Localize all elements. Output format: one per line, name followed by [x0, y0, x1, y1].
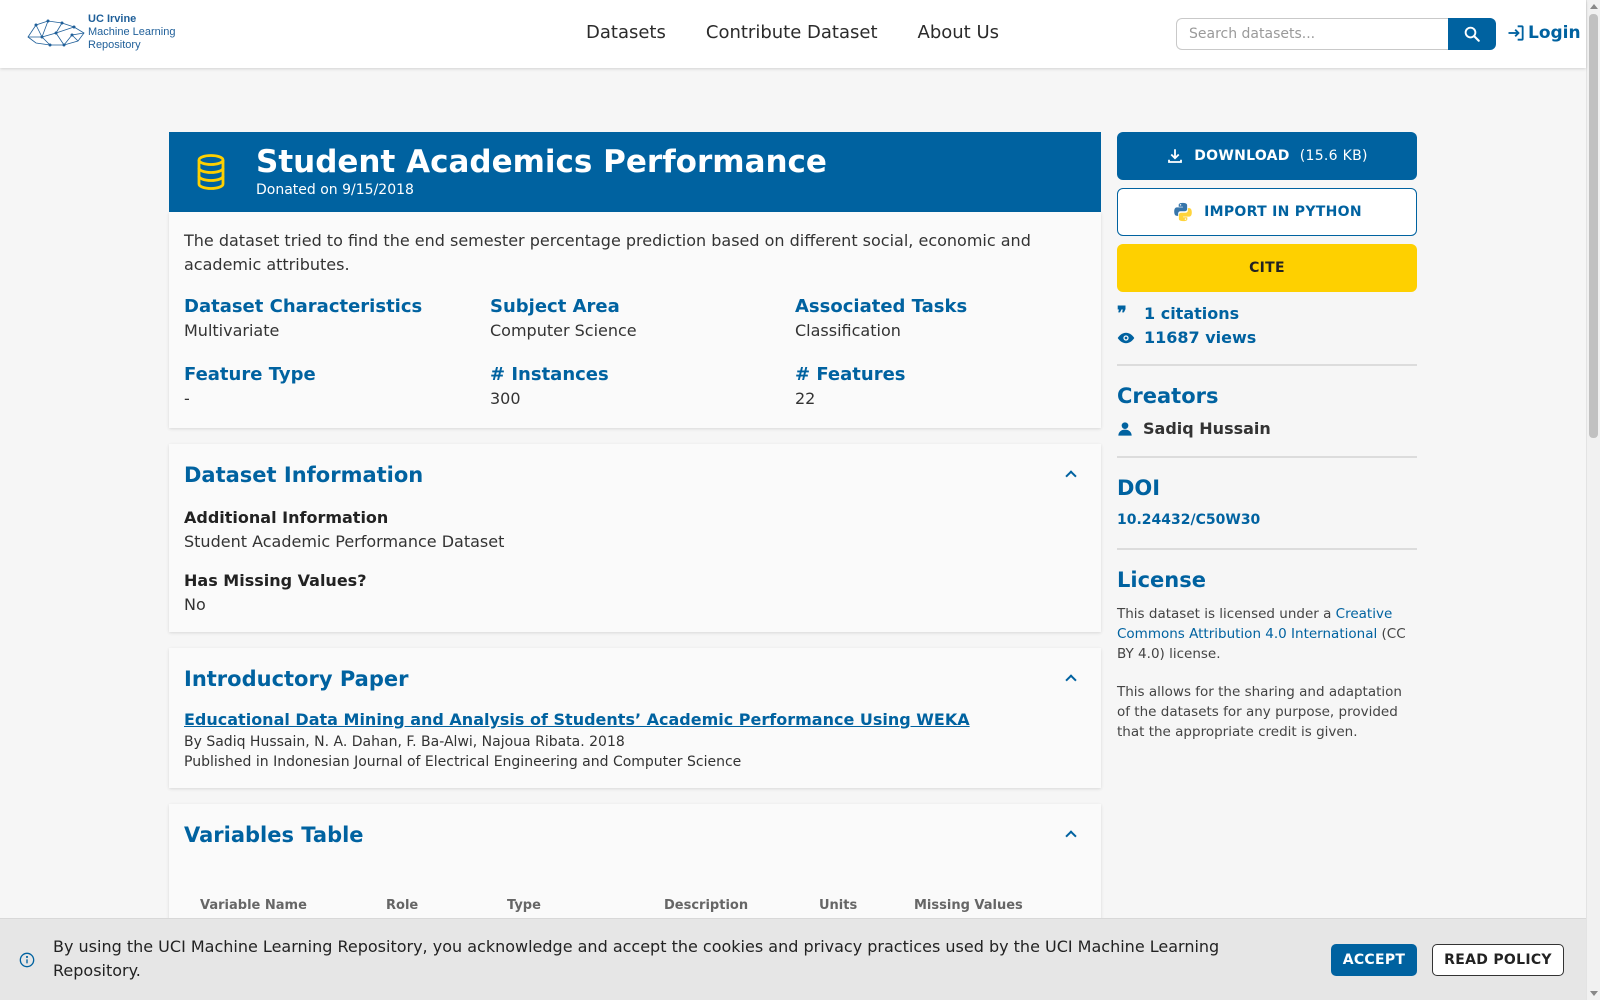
logo-line-1: UC Irvine: [88, 13, 137, 25]
collapse-chevron-icon[interactable]: [1065, 470, 1076, 481]
dataset-header: [169, 132, 1101, 212]
views-count: 11687 views: [1144, 328, 1257, 347]
stat-label: Associated Tasks: [795, 296, 968, 317]
paper-authors: By Sadiq Hussain, N. A. Dahan, F. Ba-Alwi, Najoua Ribata. 2018: [184, 734, 625, 750]
stat-label: Subject Area: [490, 296, 620, 317]
additional-info-value: Student Academic Performance Dataset: [184, 532, 505, 551]
additional-info-label: Additional Information: [184, 508, 389, 527]
column-header[interactable]: Missing Values: [914, 898, 1023, 913]
cite-label: CITE: [1249, 260, 1285, 276]
introductory-paper-section: [169, 648, 1101, 788]
top-navbar: [0, 0, 1586, 68]
cookie-banner: [0, 918, 1586, 1000]
download-icon: [1166, 147, 1184, 165]
info-icon: [19, 952, 35, 968]
download-button[interactable]: [1117, 132, 1417, 180]
stat-subject-area: [490, 296, 637, 340]
login-label: Login: [1528, 23, 1581, 43]
search-button[interactable]: [1448, 18, 1496, 50]
logo-text: [88, 13, 175, 52]
import-python-label: IMPORT IN PYTHON: [1204, 204, 1362, 220]
login-link[interactable]: [1506, 23, 1581, 43]
database-icon: [195, 154, 227, 190]
missing-values-label: Has Missing Values?: [184, 571, 367, 590]
download-size: (15.6 KB): [1299, 148, 1368, 164]
divider: [1117, 548, 1417, 550]
stat-value: -: [184, 389, 190, 408]
missing-values-value: No: [184, 595, 206, 614]
logo-line-2: Machine Learning: [88, 26, 176, 38]
license-note: This allows for the sharing and adaptation of the datasets for any purpose, provided that the appropriate credit is given.: [1117, 684, 1402, 740]
license-link[interactable]: Creative Commons Attribution 4.0 International: [1117, 606, 1393, 642]
divider: [1117, 456, 1417, 458]
section-title: Dataset Information: [184, 463, 424, 487]
stat-value: Computer Science: [490, 321, 637, 340]
stat-label: Feature Type: [184, 364, 316, 385]
dataset-summary: [169, 212, 1101, 428]
nav-contribute-dataset[interactable]: Contribute Dataset: [705, 22, 878, 43]
person-icon: [1117, 421, 1133, 437]
license-text: [1117, 604, 1417, 664]
nav-about-us[interactable]: About Us: [917, 22, 999, 43]
login-icon: [1506, 23, 1526, 43]
stat-label: Dataset Characteristics: [184, 296, 423, 317]
license-title: License: [1117, 568, 1206, 592]
eye-icon: [1117, 331, 1135, 345]
section-title: Introductory Paper: [184, 667, 409, 691]
column-header[interactable]: Description: [664, 898, 749, 913]
stat-value: 22: [795, 389, 816, 408]
paper-published: Published in Indonesian Journal of Electrical Engineering and Computer Science: [184, 754, 742, 770]
collapse-chevron-icon[interactable]: [1065, 830, 1076, 841]
license-pre: This dataset is licensed under a: [1117, 606, 1336, 622]
column-header[interactable]: Role: [386, 898, 419, 913]
creator-item: [1117, 419, 1271, 438]
cite-button[interactable]: [1117, 244, 1417, 292]
quote-icon: ❞: [1117, 302, 1127, 324]
citations-link[interactable]: [1117, 304, 1239, 323]
column-header[interactable]: Type: [507, 898, 541, 913]
stat-label: # Features: [795, 364, 906, 385]
section-title: Variables Table: [184, 823, 364, 847]
stat-value: Classification: [795, 321, 901, 340]
stat-instances: [490, 364, 609, 408]
license-post: (CC BY 4.0) license.: [1117, 626, 1406, 662]
column-header[interactable]: Units: [819, 898, 858, 913]
search-icon: [1463, 25, 1481, 43]
page-scrollbar[interactable]: [1586, 0, 1600, 1000]
scrollbar-thumb[interactable]: [1589, 14, 1598, 438]
stat-features: [795, 364, 906, 408]
stat-value: 300: [490, 389, 521, 408]
creator-name: Sadiq Hussain: [1143, 419, 1271, 438]
search-bar: [1176, 18, 1496, 50]
dataset-information-section: [169, 444, 1101, 632]
doi-link[interactable]: 10.24432/C50W30: [1117, 512, 1261, 528]
stat-associated-tasks: [795, 296, 967, 340]
divider: [1117, 364, 1417, 366]
paper-link[interactable]: Educational Data Mining and Analysis of Students’ Academic Performance Using WEKA: [184, 710, 970, 729]
stat-value: Multivariate: [184, 321, 280, 340]
stat-feature-type: [184, 364, 316, 408]
search-input[interactable]: [1176, 18, 1448, 50]
stat-dataset-characteristics: [184, 296, 422, 340]
views-count-row: [1117, 328, 1256, 347]
python-icon: [1172, 201, 1194, 223]
column-header[interactable]: Variable Name: [200, 898, 307, 913]
cookie-text: By using the UCI Machine Learning Repository, you acknowledge and accept the cookies and privacy practices used by the UCI Machine Learning Repository.: [53, 937, 1220, 980]
accept-button[interactable]: ACCEPT: [1331, 944, 1417, 976]
main-nav: [586, 22, 999, 43]
uci-logo[interactable]: [24, 13, 175, 52]
network-logo-icon: [24, 15, 88, 51]
collapse-chevron-icon[interactable]: [1065, 674, 1076, 685]
donated-date: Donated on 9/15/2018: [256, 182, 414, 198]
stat-label: # Instances: [490, 364, 609, 385]
scroll-up-icon[interactable]: [1590, 4, 1598, 9]
download-label: DOWNLOAD: [1194, 148, 1290, 164]
doi-title: DOI: [1117, 476, 1161, 500]
nav-datasets[interactable]: Datasets: [586, 22, 666, 43]
import-python-button[interactable]: [1117, 188, 1417, 236]
logo-line-3: Repository: [88, 39, 141, 51]
citations-count: 1 citations: [1144, 304, 1240, 323]
dataset-title: Student Academics Performance: [256, 144, 827, 180]
dataset-description: The dataset tried to find the end semester percentage prediction based on different social, economic and academic attributes.: [184, 231, 1031, 274]
creators-title: Creators: [1117, 384, 1219, 408]
scroll-down-icon[interactable]: [1590, 991, 1598, 996]
read-policy-button[interactable]: READ POLICY: [1432, 944, 1564, 976]
